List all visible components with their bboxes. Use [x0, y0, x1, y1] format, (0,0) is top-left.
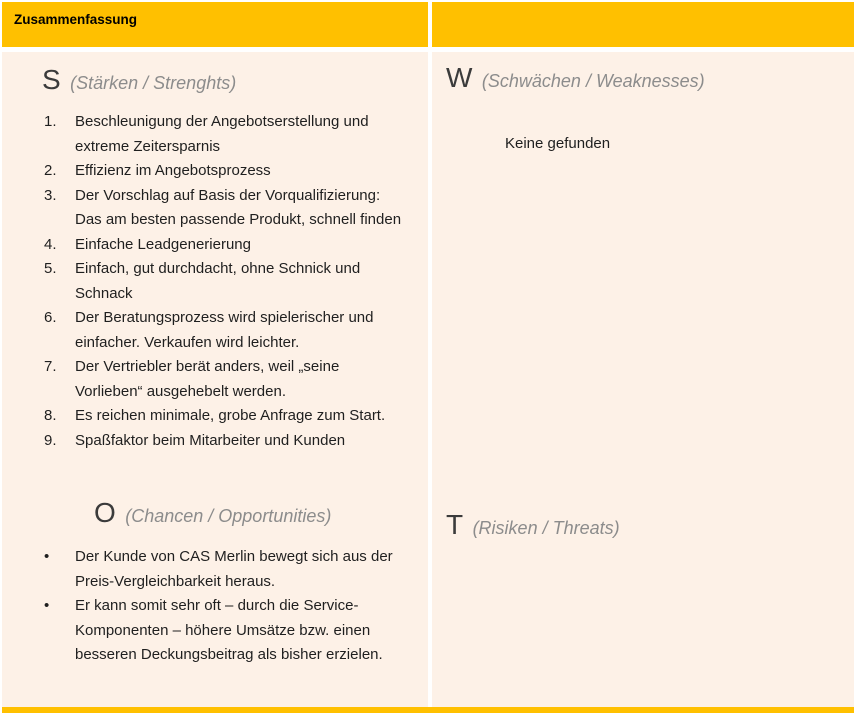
weaknesses-subtitle: (Schwächen / Weaknesses): [481, 71, 705, 91]
swot-table: [2, 2, 854, 707]
opportunities-letter: O: [94, 497, 116, 528]
list-item: [44, 429, 402, 454]
bullet-icon: •: [44, 548, 50, 565]
weaknesses-threats-cell: [432, 52, 854, 707]
opportunities-subtitle: (Chancen / Opportunities): [125, 506, 332, 526]
threats-subtitle: (Risiken / Threats): [472, 518, 620, 538]
item-number: 8.: [44, 407, 57, 424]
bullet-icon: •: [44, 597, 50, 614]
item-number: 6.: [44, 309, 57, 326]
threats-letter: T: [446, 509, 464, 540]
item-number: 4.: [44, 235, 57, 253]
list-item: [44, 545, 402, 594]
weaknesses-note: Keine gefunden: [505, 135, 611, 152]
item-text: Der Beratungsprozess wird spielerischer und einfacher. Verkaufen wird leichter.: [75, 309, 374, 351]
list-item: [44, 355, 402, 404]
item-number: 9.: [44, 431, 57, 449]
page-title: Zusammenfassung: [14, 12, 138, 27]
item-number: 7.: [44, 358, 57, 375]
item-text: Der Vertriebler berät anders, weil „seine Vorlieben“ ausgehebelt werden.: [75, 358, 340, 400]
list-item: [44, 184, 402, 233]
bottom-accent-bar: [2, 707, 854, 713]
list-item: [44, 306, 402, 355]
list-item: [44, 110, 402, 159]
item-number: 2.: [44, 162, 57, 179]
list-item: [44, 233, 402, 258]
item-text: Der Kunde von CAS Merlin bewegt sich aus der Preis-Vergleichbarkeit heraus.: [75, 548, 393, 590]
strengths-heading: [42, 62, 428, 98]
item-text: Effizienz im Angebotsprozess: [75, 162, 271, 179]
strengths-opportunities-cell: [2, 52, 428, 707]
threats-heading: [446, 507, 620, 543]
item-text: Einfach, gut durchdacht, ohne Schnick und Schnack: [75, 260, 361, 302]
list-item: [44, 159, 402, 184]
item-text: Es reichen minimale, grobe Anfrage zum Start.: [75, 407, 386, 424]
list-item: [44, 257, 402, 306]
weaknesses-letter: W: [446, 62, 473, 93]
table-header-left: [2, 2, 428, 47]
item-text: Er kann somit sehr oft – durch die Service-Komponenten – höhere Umsätze bzw. einen besseren Deckungsbeitrag als bisher erzielen.: [75, 597, 383, 663]
table-header-right: [432, 2, 854, 47]
opportunities-list: [44, 545, 402, 668]
strengths-list: [44, 110, 402, 453]
item-text: Der Vorschlag auf Basis der Vorqualifizierung: Das am besten passende Produkt, schnell finden: [75, 186, 402, 228]
item-text: Beschleunigung der Angebotserstellung und extreme Zeitersparnis: [75, 113, 369, 155]
item-text: Einfache Leadgenerierung: [75, 235, 251, 253]
item-number: 3.: [44, 186, 57, 204]
list-item: [44, 404, 402, 429]
item-number: 1.: [44, 113, 57, 130]
item-number: 5.: [44, 260, 57, 277]
opportunities-heading: [94, 495, 428, 531]
strengths-subtitle: (Stärken / Strenghts): [70, 73, 237, 93]
list-item: [44, 594, 402, 668]
item-text: Spaßfaktor beim Mitarbeiter und Kunden: [75, 431, 346, 449]
strengths-letter: S: [42, 64, 61, 95]
weaknesses-heading: [446, 60, 705, 96]
